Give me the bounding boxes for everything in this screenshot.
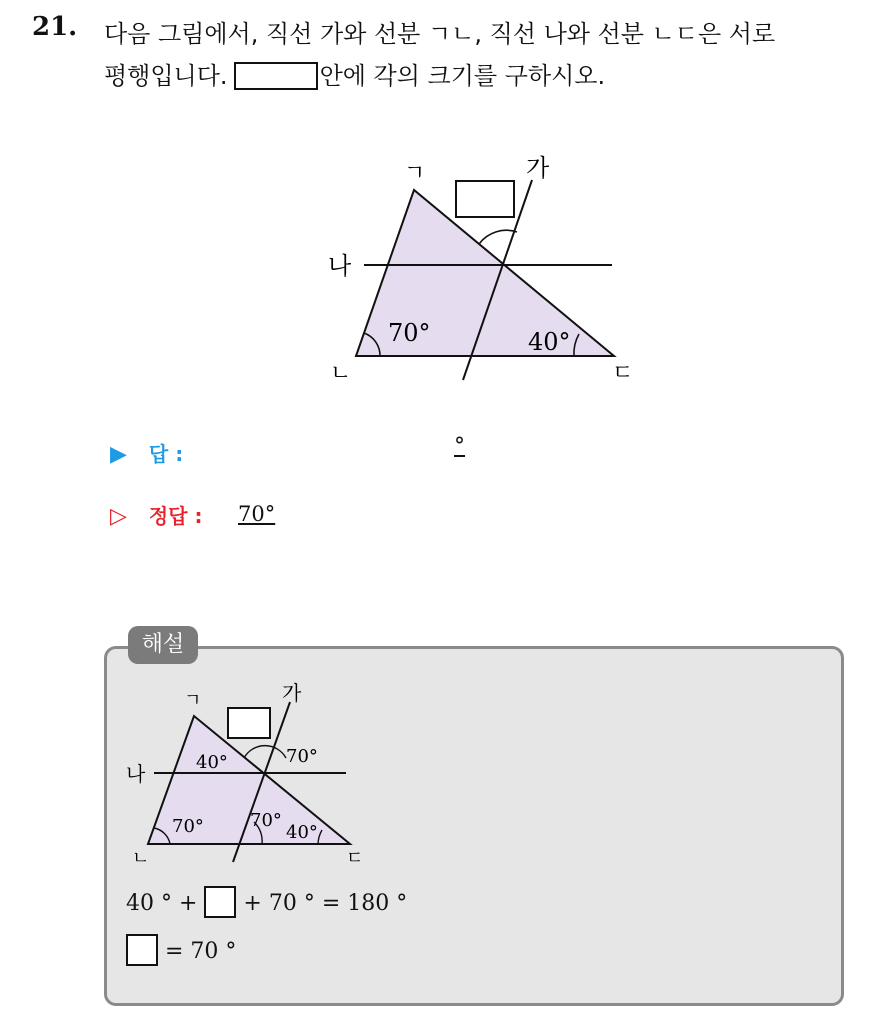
label-n: ㄴ (330, 361, 352, 386)
solution-label-n: ㄴ (132, 848, 150, 869)
solution-blank-box (228, 708, 270, 738)
solution-tab: 해설 (128, 626, 198, 664)
question-number: 21. (32, 12, 78, 42)
solution-angle-n: 70° (172, 816, 204, 837)
solution-arc-top (244, 746, 286, 758)
equation-2-blank (126, 934, 158, 966)
correct-answer-label: 정답 : (148, 504, 203, 528)
solution-angle-d: 40° (286, 822, 318, 843)
angle-label-70: 70° (388, 319, 431, 347)
question-text-after-blank: 안에 각의 크기를 구하시오. (319, 62, 606, 90)
solution-label-g: ㄱ (184, 690, 202, 711)
question-text-line1: 다음 그림에서, 직선 가와 선분 ㄱㄴ, 직선 나와 선분 ㄴㄷ은 서로 (104, 20, 776, 48)
solution-angle-mid: 70° (250, 810, 282, 831)
equation-2-right: = 70 ° (165, 939, 237, 964)
label-line-ga: 가 (526, 154, 550, 182)
equation-1-blank (204, 886, 236, 918)
solution-angle-top-right: 70° (286, 746, 318, 767)
equation-1-right: + 70 ° = 180 ° (243, 891, 408, 916)
solution-label-line-na: 나 (126, 762, 146, 786)
correct-answer-value: 70° (238, 502, 276, 526)
solution-equation-2 (126, 934, 236, 966)
equation-1-left: 40 ° + (126, 891, 198, 916)
answer-label: 답 : (148, 442, 184, 466)
question-text-before-blank: 평행입니다. (104, 62, 228, 90)
label-line-na: 나 (328, 252, 352, 280)
angle-label-40: 40° (528, 328, 571, 356)
solution-label-line-ga: 가 (282, 681, 302, 705)
answer-unit: ° (454, 434, 465, 459)
solution-equation-1 (126, 886, 407, 918)
outline-arrow-icon: ▷ (110, 504, 127, 529)
label-g: ㄱ (404, 161, 426, 186)
play-arrow-icon: ▶ (110, 442, 127, 467)
label-d: ㄷ (612, 361, 634, 386)
solution-label-d: ㄷ (346, 848, 364, 869)
solution-angle-top-left: 40° (196, 752, 228, 773)
